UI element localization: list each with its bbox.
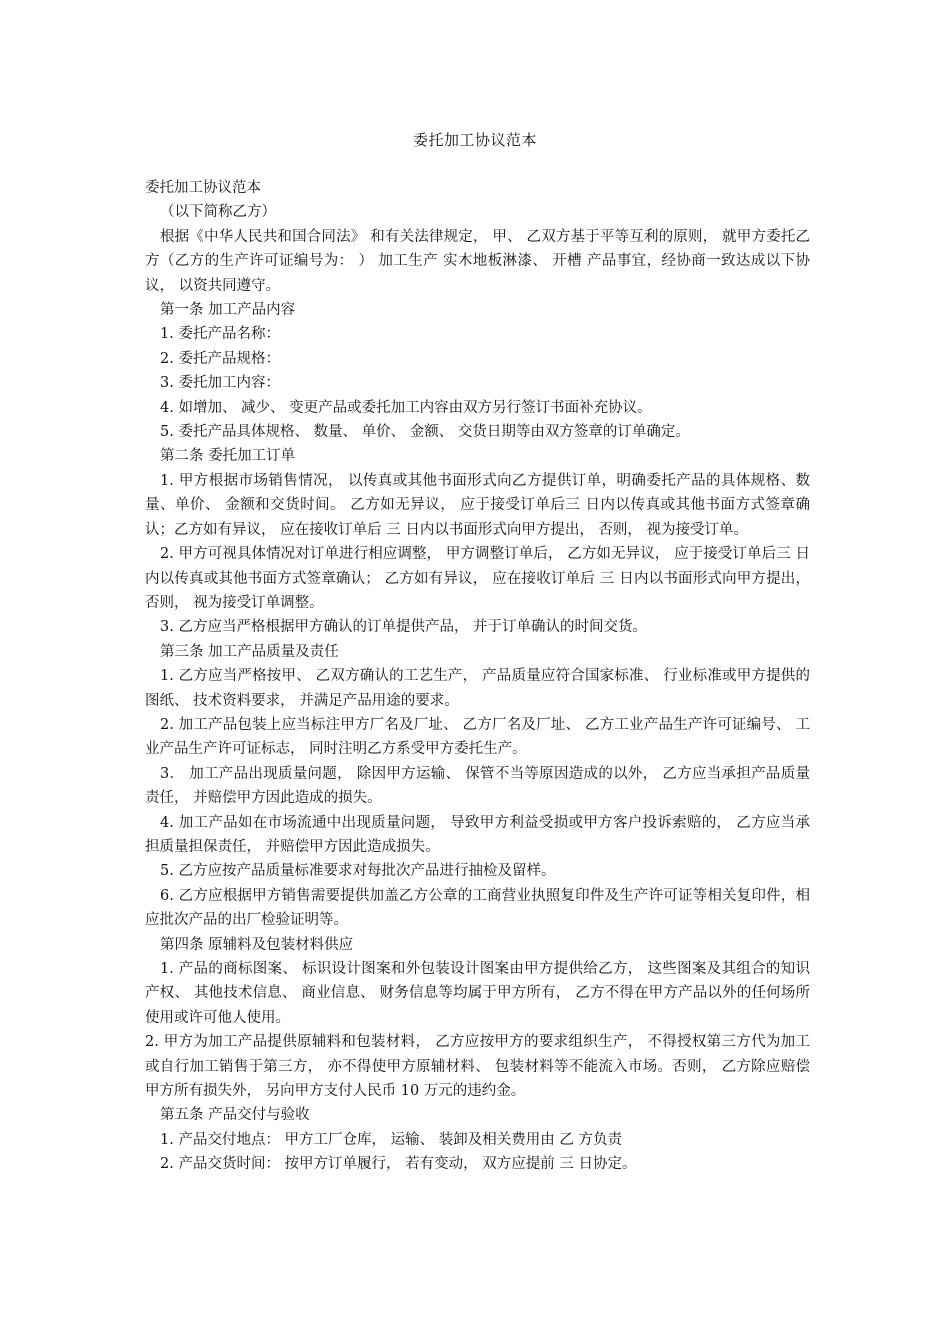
article-heading: 第五条 产品交付与验收 bbox=[160, 1107, 310, 1124]
paragraph: 2. 产品交货时间： 按甲方订单履行， 若有变动， 双方应提前 三 日协定。 bbox=[160, 1156, 637, 1173]
paragraph: 4. 加工产品如在市场流通中出现质量问题， 导致甲方利益受损或甲方客户投诉索赔的， 乙方应当承担质量担保责任， 并赔偿甲方因此造成损失。 bbox=[145, 814, 810, 855]
paragraph: 2. 委托产品规格： bbox=[160, 350, 280, 367]
paragraph: 3. 乙方应当严格根据甲方确认的订单提供产品， 并于订单确认的时间交货。 bbox=[160, 619, 648, 636]
paragraph: 根据《中华人民共和国合同法》 和有关法律规定， 甲、 乙双方基于平等互利的原则， 就甲方委托乙方（乙方的生产许可证编号为： ） 加工生产 实木地板淋漆、 开槽 产品事宜，经协商一致达成以下协议， 以资共同遵守。 bbox=[145, 228, 810, 294]
paragraph: 委托加工协议范本 bbox=[145, 180, 261, 196]
document-body bbox=[145, 176, 810, 1177]
paragraph: 1. 产品交付地点： 甲方工厂仓库， 运输、 装卸及相关费用由 乙 方负责 bbox=[160, 1131, 622, 1148]
article-heading: 第四条 原辅料及包装材料供应 bbox=[160, 936, 354, 953]
document-title: 委托加工协议范本 bbox=[412, 131, 537, 149]
paragraph: 1. 乙方应当严格按甲、 乙双方确认的工艺生产， 产品质量应符合国家标准、 行业标准或甲方提供的图纸、 技术资料要求， 并满足产品用途的要求。 bbox=[145, 668, 810, 709]
paragraph: 3. 委托加工内容： bbox=[160, 375, 280, 392]
paragraph: 2. 甲方可视具体情况对订单进行相应调整， 甲方调整订单后， 乙方如无异议， 应于接受订单后三 日内以传真或其他书面方式签章确认； 乙方如有异议， 应在接收订单后 三 日内以书面形式向甲方提出， 否则， 视为接受订单调整。 bbox=[145, 546, 810, 611]
article-heading: 第一条 加工产品内容 bbox=[160, 302, 296, 319]
paragraph: 1. 产品的商标图案、 标识设计图案和外包装设计图案由甲方提供给乙方， 这些图案及其组合的知识产权、 其他技术信息、 商业信息、 财务信息等均属于甲方所有， 乙方不得在甲方产品以外的任何场所使用或许可他人使用。 bbox=[145, 961, 810, 1026]
paragraph: 5. 乙方应按产品质量标准要求对每批次产品进行抽检及留样。 bbox=[160, 863, 556, 880]
article-heading: 第三条 加工产品质量及责任 bbox=[160, 643, 339, 660]
paragraph: 4. 如增加、 减少、 变更产品或委托加工内容由双方另行签订书面补充协议。 bbox=[160, 399, 652, 416]
paragraph: 1. 委托产品名称： bbox=[160, 326, 280, 343]
paragraph: 6. 乙方应根据甲方销售需要提供加盖乙方公章的工商营业执照复印件及生产许可证等相关复印件，相应批次产品的出厂检验证明等。 bbox=[145, 887, 810, 929]
paragraph: 2. 甲方为加工产品提供原辅料和包装材料， 乙方应按甲方的要求组织生产， 不得授权第三方代为加工或自行加工销售于第三方， 亦不得使甲方原辅材料、 包装材料等不能流入市场。否则， 乙方除应赔偿甲方所有损失外， 另向甲方支付人民币 10 万元的违约金。 bbox=[145, 1034, 810, 1100]
article-heading: 第二条 委托加工订单 bbox=[160, 448, 296, 465]
paragraph: （以下简称乙方） bbox=[160, 204, 276, 221]
paragraph: 1. 甲方根据市场销售情况， 以传真或其他书面形式向乙方提供订单，明确委托产品的具体规格、数量、单价、 金额和交货时间。 乙方如无异议， 应于接受订单后三 日内以传真或其他书面方式签章确认；乙方如有异议， 应在接收订单后 三 日内以书面形式向甲方提出， 否则， 视为接受订单。 bbox=[145, 472, 810, 538]
paragraph: 3． 加工产品出现质量问题， 除因甲方运输、 保管不当等原因造成的以外， 乙方应当承担产品质量责任， 并赔偿甲方因此造成的损失。 bbox=[145, 765, 810, 807]
paragraph: 5. 委托产品具体规格、 数量、 单价、 金额、 交货日期等由双方签章的订单确定。 bbox=[160, 424, 690, 441]
paragraph: 2. 加工产品包装上应当标注甲方厂名及厂址、 乙方厂名及厂址、 乙方工业产品生产许可证编号、 工业产品生产许可证标志， 同时注明乙方系受甲方委托生产。 bbox=[145, 716, 810, 758]
